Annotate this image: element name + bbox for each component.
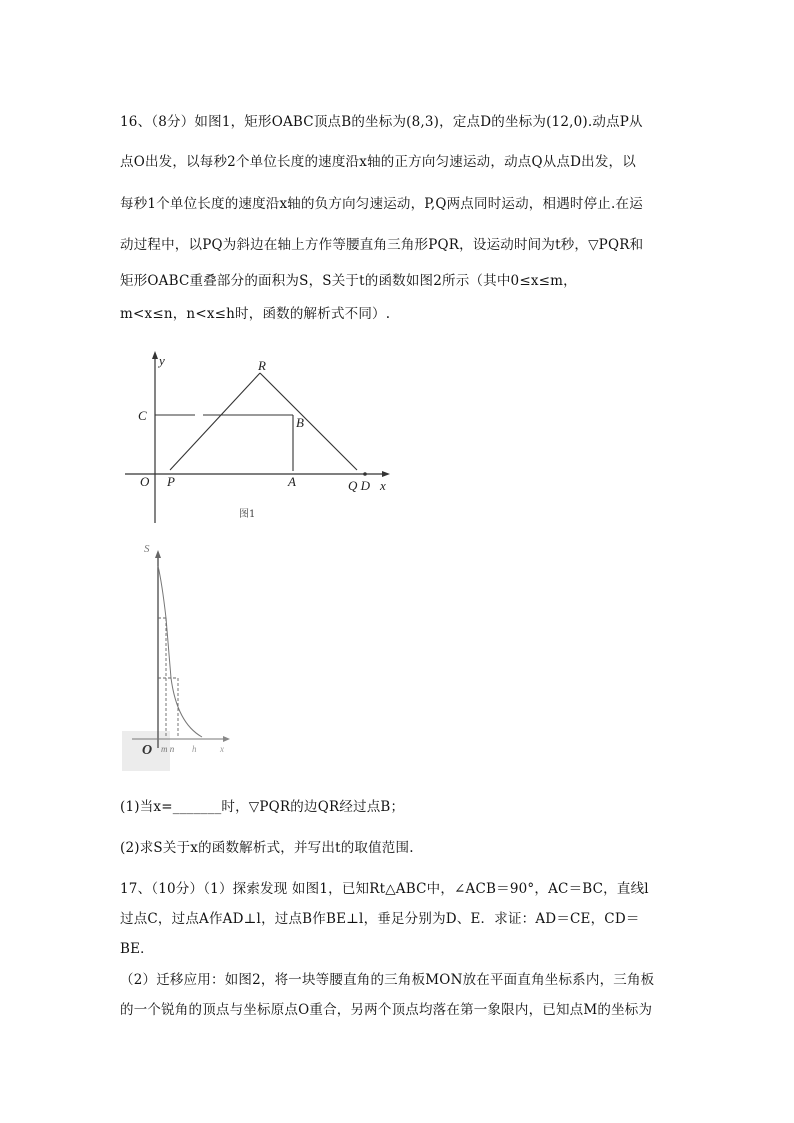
label-m-n: m n xyxy=(161,744,175,754)
p16-line-2: 点O出发，以每秒2个单位长度的速度沿x轴的正方向匀速运动，动点Q从点D出发，以 xyxy=(120,154,636,170)
p16-line-6: m<x≤n，n<x≤h时，函数的解析式不同）. xyxy=(120,306,391,322)
p16-line-1: 16、（8分）如图1，矩形OABC顶点B的坐标为(8,3)，定点D的坐标为(12,0).动点P从 xyxy=(120,114,643,130)
point-D xyxy=(363,472,367,476)
triangle-side-RQ xyxy=(260,373,357,470)
label-h: h xyxy=(192,744,197,754)
s-axis-arrow xyxy=(155,550,161,558)
x-axis-arrow xyxy=(382,471,390,477)
label-C: C xyxy=(138,408,147,423)
s-curve xyxy=(158,566,202,737)
label-y: y xyxy=(159,353,165,368)
figure-2 xyxy=(122,538,237,773)
label-origin: O xyxy=(142,743,153,758)
p17-line-2: 过点C，过点A作AD⊥l，过点B作BE⊥l，垂足分别为D、E．求证：AD＝CE，CD＝ xyxy=(120,911,640,927)
label-P: P xyxy=(167,474,175,489)
p16-question-1: (1)当x=_______时，▽PQR的边QR经过点B； xyxy=(120,799,405,815)
p16-line-5: 矩形OABC重叠部分的面积为S，S关于t的函数如图2所示（其中0≤x≤m， xyxy=(120,273,577,289)
label-B: B xyxy=(296,415,304,430)
label-QD: Q D xyxy=(348,478,371,493)
p16-line-3: 每秒1个单位长度的速度沿x轴的负方向匀速运动，P,Q两点同时运动，相遇时停止.在运 xyxy=(120,196,643,212)
t-axis-arrow xyxy=(223,736,230,742)
label-t-axis: x xyxy=(220,744,224,754)
p16-line-4: 动过程中，以PQ为斜边在轴上方作等腰直角三角形PQR，设运动时间为t秒，▽PQR和 xyxy=(120,237,644,253)
figure-2-svg xyxy=(122,538,237,773)
triangle-side-PR xyxy=(170,373,260,470)
label-x: x xyxy=(380,478,386,493)
figure-1 xyxy=(120,345,410,530)
p17-line-4: （2）迁移应用：如图2，将一块等腰直角的三角板MON放在平面直角坐标系内，三角板 xyxy=(120,972,655,988)
y-axis-arrow xyxy=(152,351,158,359)
label-R: R xyxy=(258,358,266,373)
p16-question-2: (2)求S关于x的函数解析式，并写出t的取值范围. xyxy=(120,840,414,856)
figure-1-caption: 图1 xyxy=(239,509,256,520)
label-S: S xyxy=(144,543,150,555)
figure-1-svg xyxy=(120,345,410,530)
p17-line-1: 17、（10分）（1）探索发现 如图1，已知Rt△ABC中，∠ACB＝90°，AC＝BC，直线l xyxy=(120,881,649,897)
p17-line-3: BE． xyxy=(120,941,154,957)
label-O: O xyxy=(140,474,150,489)
p17-line-5: 的一个锐角的顶点与坐标原点O重合，另两个顶点均落在第一象限内，已知点M的坐标为 xyxy=(120,1002,653,1018)
label-A: A xyxy=(288,474,296,489)
